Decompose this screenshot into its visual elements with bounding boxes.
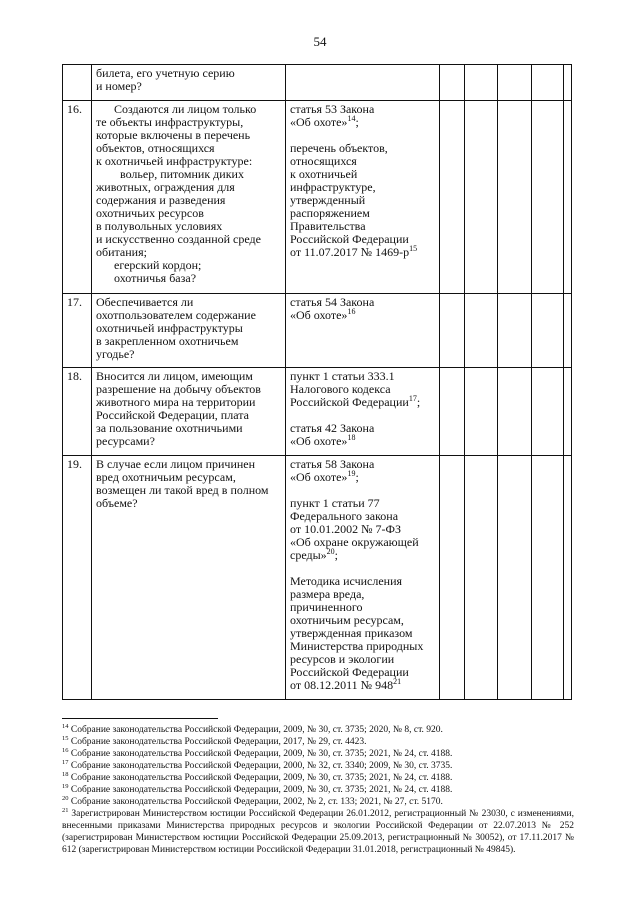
question-line: вред охотничьим ресурсам, [96,470,236,484]
legal-basis-cell [286,294,440,368]
answer-na-cell[interactable] [498,294,532,368]
answer-na-cell[interactable] [498,101,532,294]
footnote-ref: 15 [409,244,418,253]
footnote: $^{21}$ Зарегистрирован Министерством юстиции Российской Федерации 26.01.2012, регистрационный № 23030, с изменениями, внесенными приказами Министерства природных ресурсов и экологии Российской Федерации от 22.07.2013 № 252 (зарегистрирован Министерством юстиции Российской Федерации 25.09.2013, регистрационный № 30052), от 17.11.2017 № 612 (зарегистрирован Министерством юстиции Российской Федерации 31.01.2018, регистрационный № 49845). [62,806,574,855]
law-line: Российской Федерации [290,232,409,246]
legal-basis-cell [286,456,440,700]
law-line: от 11.07.2017 № $1469-р^{15}$ [290,244,418,259]
law-line: «Об охоте»$^{14}$; [290,114,359,129]
question-line: ресурсами? [96,434,155,448]
note-cell[interactable] [532,294,564,368]
question-line: обитания; [96,245,147,259]
question-line: охотпользователем содержание [96,308,256,322]
table-row [63,65,572,101]
law-line: Федерального закона [290,509,399,523]
question-line: за пользование охотничьими [96,421,243,435]
table-row [63,368,572,456]
footnote-ref: 20 [326,547,335,556]
footnote-ref: 16 [347,307,356,316]
question-cell [92,294,286,368]
answer-yes-cell[interactable] [440,456,465,700]
row-number: 19. [63,456,92,700]
answer-na-cell[interactable] [498,65,532,101]
answer-na-cell[interactable] [498,368,532,456]
answer-no-cell[interactable] [465,101,498,294]
legal-basis-cell [286,65,440,101]
question-line: егерский кордон; [114,258,202,272]
question-line: животных, ограждения для [96,180,235,194]
question-line: которые включены в перечень [96,128,251,142]
question-line: объеме? [96,496,138,510]
question-line: охотничьих ресурсов [96,206,204,220]
question-line: объектов, относящихся [96,141,215,155]
footnote: $^{19}$ Собрание законодательства Российской Федерации, 2009, № 30, ст. 3735; 2021, № 24, ст. 4188. [62,782,453,795]
footnote: $^{20}$ Собрание законодательства Российской Федерации, 2002, № 2, ст. 133; 2021, № 27, ст. 5170. [62,794,443,807]
question-line: и номер? [96,79,142,93]
row-number: 17. [63,294,92,368]
note-cell[interactable] [532,456,564,700]
note-cell[interactable] [532,65,564,101]
answer-no-cell[interactable] [465,294,498,368]
footnote-ref: 21 [393,677,402,686]
question-cell [92,101,286,294]
extra-cell [564,368,572,456]
question-line: возмещен ли такой вред в полном [96,483,269,497]
footnote-ref: 19 [347,469,356,478]
question-cell [92,65,286,101]
question-line: охотничьей инфраструктуры [96,321,243,335]
note-cell[interactable] [532,101,564,294]
question-line: в полувольных условиях [96,219,223,233]
footnote: $^{14}$ Собрание законодательства Российской Федерации, 2009, № 30, ст. 3735; 2020, № 8, ст. 920. [62,722,443,735]
footnote-ref: 14 [347,114,356,123]
law-line: пункт 1 статьи 333.1 [290,369,395,383]
law-line: Правительства [290,219,366,233]
footnote: $^{18}$ Собрание законодательства Российской Федерации, 2009, № 30, ст. 3735; 2021, № 24, ст. 4188. [62,770,453,783]
question-line: В случае если лицом причинен [96,457,256,471]
question-line: разрешение на добычу объектов [96,382,261,396]
note-cell[interactable] [532,368,564,456]
question-line: вольер, питомник диких [120,167,244,181]
question-line: животного мира на территории [96,395,256,409]
law-line: статья 53 Закона [290,102,375,116]
law-line: среды»$^{20}$; [290,547,339,562]
law-line: размера вреда, [290,587,365,601]
question-line: билета, его учетную серию [96,66,235,80]
law-line: относящихся [290,154,357,168]
footnotes [62,724,574,856]
answer-no-cell[interactable] [465,456,498,700]
law-line: «Об охоте»$^{16}$ [290,307,356,322]
table-row [63,456,572,700]
question-line: те объекты инфраструктуры, [96,115,244,129]
law-line: перечень объектов, [290,141,388,155]
law-line: пункт 1 статьи 77 [290,496,380,510]
law-line: Российской Федерации$^{17}$; [290,394,421,409]
law-line: утвержденная приказом [290,626,413,640]
legal-basis-cell [286,101,440,294]
law-line: статья 58 Закона [290,457,375,471]
question-line: в закрепленном охотничьем [96,334,239,348]
answer-no-cell[interactable] [465,65,498,101]
law-line: распоряжением [290,206,370,220]
extra-cell [564,65,572,101]
checklist-table [62,64,572,700]
law-line: статья 54 Закона [290,295,375,309]
question-line: к охотничьей инфраструктуре: [96,154,253,168]
answer-yes-cell[interactable] [440,368,465,456]
table-row [63,294,572,368]
law-line: ресурсов и экологии [290,652,395,666]
question-line: Российской Федерации, плата [96,408,249,422]
answer-yes-cell[interactable] [440,101,465,294]
law-line: статья 42 Закона [290,421,375,435]
law-line: утвержденный [290,193,366,207]
table-row [63,101,572,294]
question-line: Вносится ли лицом, имеющим [96,369,253,383]
footnote-ref: 18 [347,433,356,442]
extra-cell [564,294,572,368]
question-line: Обеспечивается ли [96,295,194,309]
law-line: от 08.12.2011 № $948^{21}$ [290,677,402,692]
law-line: Российской Федерации [290,665,409,679]
law-line: «Об охране окружающей [290,535,419,549]
question-line: содержания и разведения [96,193,226,207]
question-line: угодье? [96,347,135,361]
law-line: Методика исчисления [290,574,403,588]
answer-yes-cell[interactable] [440,294,465,368]
extra-cell [564,101,572,294]
row-number [63,65,92,101]
law-line: Налогового кодекса [290,382,391,396]
answer-yes-cell[interactable] [440,65,465,101]
footnote: $^{15}$ Собрание законодательства Российской Федерации, 2017, № 29, ст. 4423. [62,734,367,747]
question-cell [92,456,286,700]
law-line: «Об охоте»$^{19}$; [290,469,359,484]
question-cell [92,368,286,456]
question-line: охотничья база? [114,271,197,285]
row-number: 18. [63,368,92,456]
legal-basis-cell [286,368,440,456]
question-line: и искусственно созданной среде [96,232,261,246]
law-line: от 10.01.2002 № 7-ФЗ [290,522,402,536]
footnote-ref: 17 [408,394,417,403]
extra-cell [564,456,572,700]
answer-no-cell[interactable] [465,368,498,456]
law-line: причиненного [290,600,363,614]
footnote: $^{16}$ Собрание законодательства Российской Федерации, 2009, № 30, ст. 3735; 2021, № 24, ст. 4188. [62,746,453,759]
footnote-divider [62,718,218,719]
law-line: охотничьим ресурсам, [290,613,404,627]
question-line: Создаются ли лицом только [114,102,257,116]
row-number: 16. [63,101,92,294]
law-line: к охотничьей [290,167,358,181]
law-line: Министерства природных [290,639,424,653]
page-number: 54 [313,34,327,49]
answer-na-cell[interactable] [498,456,532,700]
law-line: «Об охоте»$^{18}$ [290,433,356,448]
footnote: $^{17}$ Собрание законодательства Российской Федерации, 2000, № 32, ст. 3340; 2009, № 30, ст. 3735. [62,758,453,771]
law-line: инфраструктуре, [290,180,376,194]
